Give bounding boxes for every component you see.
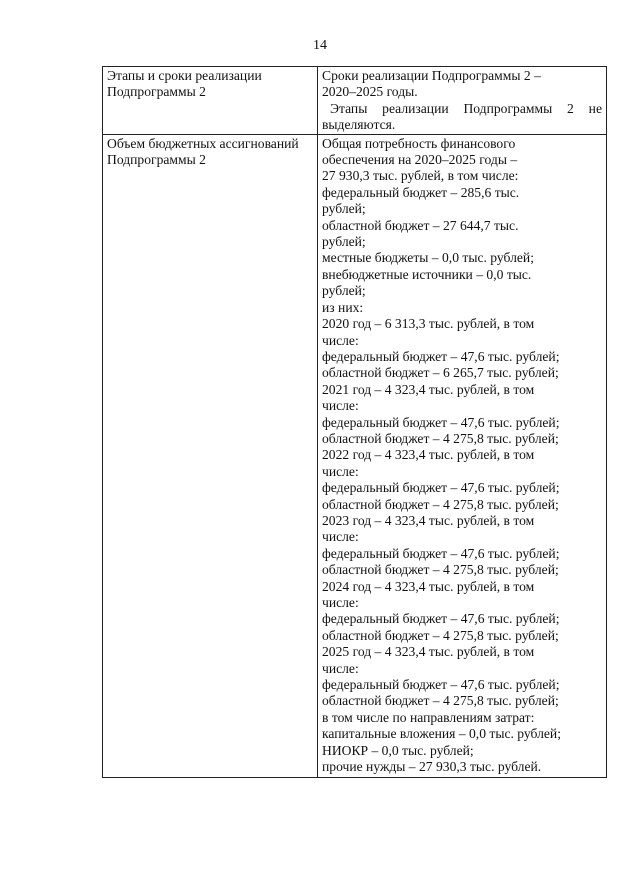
stages-label-cell	[103, 67, 318, 135]
budget-value-line: областной бюджет – 4 275,8 тыс. рублей;	[322, 693, 559, 709]
table-body	[103, 67, 607, 778]
stages-label-line: Подпрограммы 2	[107, 84, 206, 100]
budget-value-line: внебюджетные источники – 0,0 тыс.	[322, 266, 532, 282]
budget-value-line: областной бюджет – 4 275,8 тыс. рублей;	[322, 627, 559, 643]
budget-value-line: Общая потребность финансового	[322, 135, 516, 151]
budget-value-line: капитальные вложения – 0,0 тыс. рублей;	[322, 726, 561, 742]
budget-value-line: прочие нужды – 27 930,3 тыс. рублей.	[322, 759, 542, 775]
budget-value-line: федеральный бюджет – 47,6 тыс. рублей;	[322, 677, 560, 693]
budget-value-line: 2024 год – 4 323,4 тыс. рублей, в том	[322, 578, 535, 594]
budget-label-line: Подпрограммы 2	[107, 152, 206, 168]
budget-value-line: в том числе по направлениям затрат:	[322, 709, 535, 725]
budget-value-line: 2025 год – 4 323,4 тыс. рублей, в том	[322, 644, 535, 660]
budget-value-line: областной бюджет – 27 644,7 тыс.	[322, 217, 519, 233]
budget-value-line: 2020 год – 6 313,3 тыс. рублей, в том	[322, 316, 535, 332]
budget-value-line: рублей;	[322, 201, 366, 217]
budget-value-line: из них:	[322, 299, 364, 315]
budget-value-line: федеральный бюджет – 47,6 тыс. рублей;	[322, 480, 560, 496]
table-row-budget	[103, 134, 607, 778]
budget-value-line: 27 930,3 тыс. рублей, в том числе:	[322, 168, 519, 184]
stages-value-line: Сроки реализации Подпрограммы 2 –	[322, 68, 541, 83]
budget-value-line: областной бюджет – 6 265,7 тыс. рублей;	[322, 365, 559, 381]
budget-value-line: федеральный бюджет – 47,6 тыс. рублей;	[322, 348, 560, 364]
budget-value-line: федеральный бюджет – 285,6 тыс.	[322, 184, 520, 200]
budget-value-line: числе:	[322, 398, 359, 414]
budget-value-line: числе:	[322, 595, 359, 610]
budget-value-line: федеральный бюджет – 47,6 тыс. рублей;	[322, 545, 560, 561]
budget-value-line: рублей;	[322, 234, 366, 250]
budget-value-cell	[318, 134, 607, 778]
budget-value-line: числе:	[322, 529, 359, 545]
stages-value-line: Этапы реализации Подпрограммы 2 не	[330, 100, 602, 116]
budget-value-line: областной бюджет – 4 275,8 тыс. рублей;	[322, 430, 559, 446]
stages-value-line: выделяются.	[322, 117, 396, 133]
budget-value-line: рублей;	[322, 283, 366, 299]
budget-value-line: областной бюджет – 4 275,8 тыс. рублей;	[322, 562, 559, 578]
budget-label-cell	[103, 134, 318, 778]
budget-value-line: федеральный бюджет – 47,6 тыс. рублей;	[322, 414, 560, 430]
budget-value-line: числе:	[322, 463, 359, 479]
table-row-stages	[103, 67, 607, 135]
budget-value-line: НИОКР – 0,0 тыс. рублей;	[322, 742, 474, 758]
budget-value-line: 2021 год – 4 323,4 тыс. рублей, в том	[322, 381, 535, 397]
budget-value-line: областной бюджет – 4 275,8 тыс. рублей;	[322, 496, 559, 512]
budget-label-line: Объем бюджетных ассигнований	[107, 135, 299, 151]
stages-label-line: Этапы и сроки реализации	[107, 68, 262, 83]
budget-value-line: числе:	[322, 660, 359, 676]
budget-value-line: обеспечения на 2020–2025 годы –	[322, 152, 518, 168]
budget-value-line: 2023 год – 4 323,4 тыс. рублей, в том	[322, 512, 535, 528]
program-passport-table	[102, 66, 607, 778]
budget-value-line: федеральный бюджет – 47,6 тыс. рублей;	[322, 611, 560, 627]
stages-value-line: 2020–2025 годы.	[322, 84, 418, 100]
budget-value-line: числе:	[322, 332, 359, 348]
page-number: 14	[313, 38, 327, 53]
budget-value-line: местные бюджеты – 0,0 тыс. рублей;	[322, 250, 534, 266]
stages-value-cell	[318, 67, 607, 135]
budget-value-line: 2022 год – 4 323,4 тыс. рублей, в том	[322, 447, 535, 463]
